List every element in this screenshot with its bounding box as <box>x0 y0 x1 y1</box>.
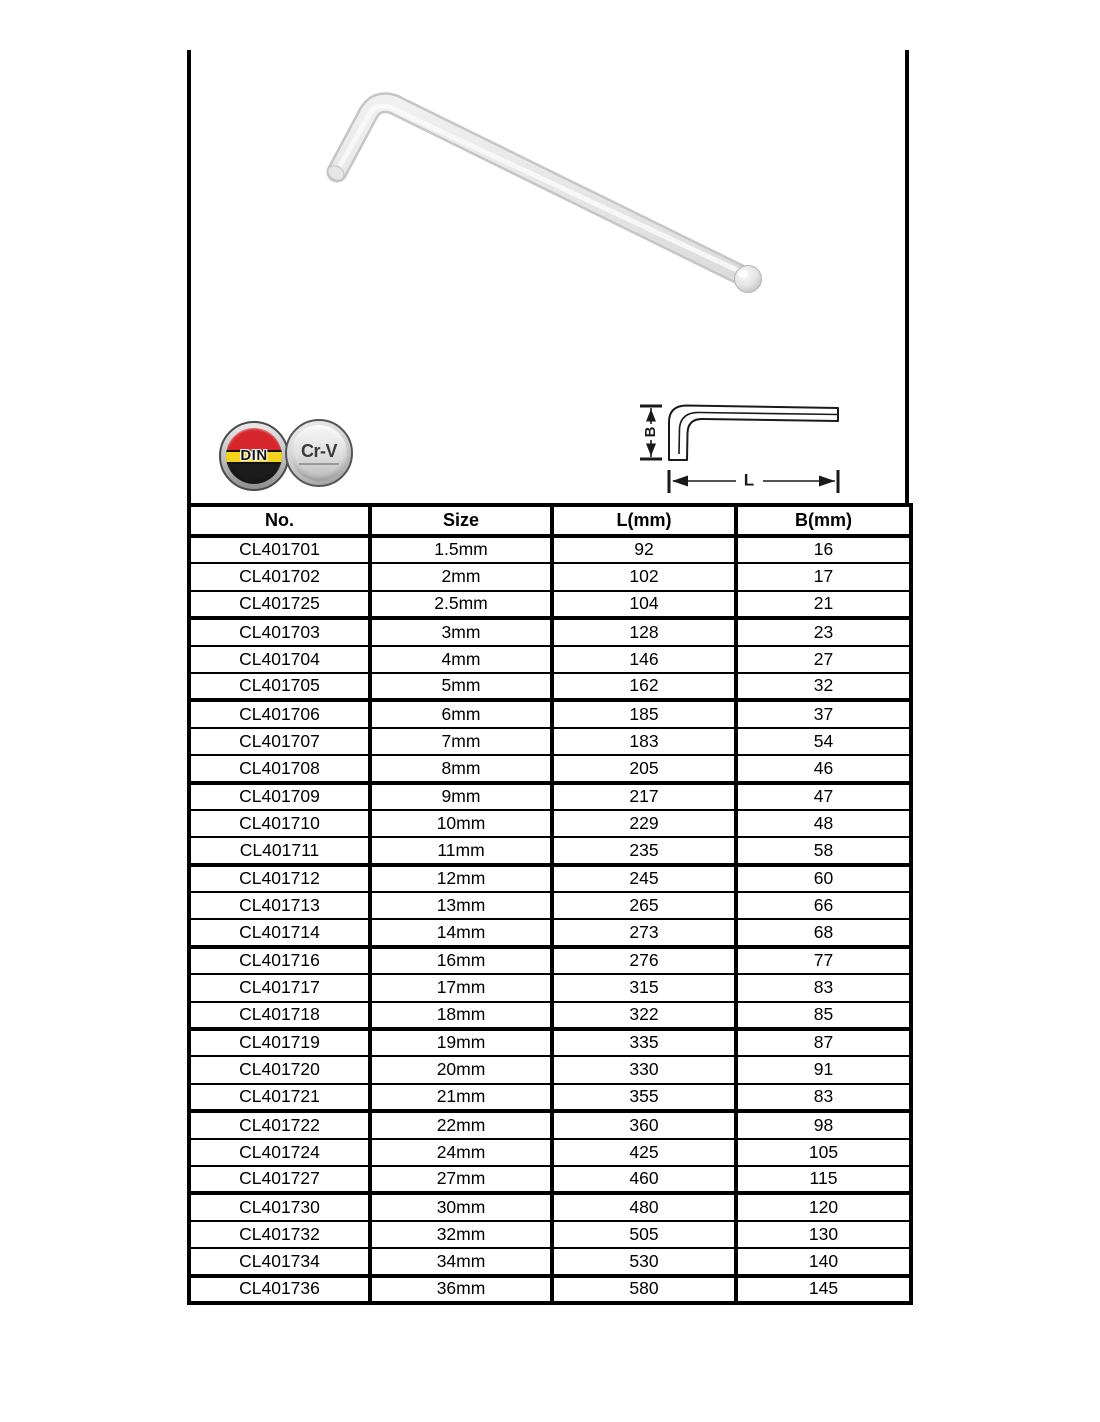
crv-badge <box>285 419 353 487</box>
table-row <box>189 892 911 919</box>
table-cell: 83 <box>736 974 911 1001</box>
table-cell: 12mm <box>370 865 552 892</box>
table-cell: 276 <box>552 947 736 974</box>
table-cell: CL401717 <box>189 974 370 1001</box>
din-badge <box>219 421 289 491</box>
table-row <box>189 536 911 563</box>
table-cell: 85 <box>736 1002 911 1029</box>
table-cell: 115 <box>736 1166 911 1193</box>
table-cell: CL401716 <box>189 947 370 974</box>
table-cell: 98 <box>736 1111 911 1138</box>
header-cell-b: B(mm) <box>736 505 911 536</box>
spec-table-body <box>189 536 911 1303</box>
table-cell: 47 <box>736 783 911 810</box>
table-cell: 505 <box>552 1221 736 1248</box>
table-cell: 16 <box>736 536 911 563</box>
spec-table-header <box>189 505 911 536</box>
table-cell: 322 <box>552 1002 736 1029</box>
table-cell: 360 <box>552 1111 736 1138</box>
table-cell: 5mm <box>370 673 552 700</box>
table-cell: CL401722 <box>189 1111 370 1138</box>
table-cell: 17mm <box>370 974 552 1001</box>
table-cell: 9mm <box>370 783 552 810</box>
table-row <box>189 755 911 782</box>
table-cell: 425 <box>552 1139 736 1166</box>
table-cell: 60 <box>736 865 911 892</box>
dimension-b-label: B <box>641 426 659 438</box>
table-cell: 217 <box>552 783 736 810</box>
table-cell: 229 <box>552 810 736 837</box>
table-cell: 315 <box>552 974 736 1001</box>
table-row <box>189 1166 911 1193</box>
table-cell: CL401714 <box>189 919 370 946</box>
table-row <box>189 646 911 673</box>
table-cell: 77 <box>736 947 911 974</box>
table-cell: 2mm <box>370 563 552 590</box>
table-cell: CL401730 <box>189 1193 370 1220</box>
table-cell: 54 <box>736 728 911 755</box>
table-row <box>189 974 911 1001</box>
table-cell: 21mm <box>370 1084 552 1111</box>
table-row <box>189 1111 911 1138</box>
table-cell: CL401711 <box>189 837 370 864</box>
table-cell: 17 <box>736 563 911 590</box>
table-cell: 48 <box>736 810 911 837</box>
table-cell: CL401702 <box>189 563 370 590</box>
table-cell: 18mm <box>370 1002 552 1029</box>
table-cell: CL401712 <box>189 865 370 892</box>
table-cell: 335 <box>552 1029 736 1056</box>
table-cell: 530 <box>552 1248 736 1275</box>
table-cell: 34mm <box>370 1248 552 1275</box>
table-cell: CL401718 <box>189 1002 370 1029</box>
table-cell: 92 <box>552 536 736 563</box>
table-cell: CL401701 <box>189 536 370 563</box>
dimension-l <box>669 470 838 493</box>
header-cell-l: L(mm) <box>552 505 736 536</box>
table-cell: CL401727 <box>189 1166 370 1193</box>
table-cell: 460 <box>552 1166 736 1193</box>
table-row <box>189 563 911 590</box>
table-row <box>189 1248 911 1275</box>
table-cell: 22mm <box>370 1111 552 1138</box>
ball-end <box>735 266 762 293</box>
table-row <box>189 1221 911 1248</box>
table-cell: CL401720 <box>189 1056 370 1083</box>
table-cell: CL401719 <box>189 1029 370 1056</box>
table-cell: CL401705 <box>189 673 370 700</box>
table-cell: CL401721 <box>189 1084 370 1111</box>
table-cell: CL401724 <box>189 1139 370 1166</box>
table-row <box>189 1193 911 1220</box>
table-cell: CL401703 <box>189 618 370 645</box>
table-cell: 36mm <box>370 1276 552 1303</box>
din-badge-label: DIN <box>240 446 268 464</box>
table-cell: 145 <box>736 1276 911 1303</box>
table-cell: 245 <box>552 865 736 892</box>
table-row <box>189 1084 911 1111</box>
table-cell: 185 <box>552 700 736 727</box>
table-cell: CL401710 <box>189 810 370 837</box>
table-cell: 27 <box>736 646 911 673</box>
table-cell: 104 <box>552 591 736 618</box>
table-cell: 330 <box>552 1056 736 1083</box>
table-cell: 2.5mm <box>370 591 552 618</box>
table-cell: 13mm <box>370 892 552 919</box>
table-cell: 4mm <box>370 646 552 673</box>
table-row <box>189 837 911 864</box>
table-row <box>189 1029 911 1056</box>
table-cell: 120 <box>736 1193 911 1220</box>
table-cell: 580 <box>552 1276 736 1303</box>
table-cell: 265 <box>552 892 736 919</box>
table-row <box>189 700 911 727</box>
table-cell: 27mm <box>370 1166 552 1193</box>
table-cell: CL401707 <box>189 728 370 755</box>
table-cell: 91 <box>736 1056 911 1083</box>
table-cell: 37 <box>736 700 911 727</box>
crv-badge-face <box>291 425 347 481</box>
table-cell: 6mm <box>370 700 552 727</box>
table-cell: 16mm <box>370 947 552 974</box>
table-cell: 480 <box>552 1193 736 1220</box>
table-cell: CL401708 <box>189 755 370 782</box>
table-row <box>189 591 911 618</box>
table-cell: 235 <box>552 837 736 864</box>
crv-badge-label: Cr-V <box>299 441 339 465</box>
table-cell: 140 <box>736 1248 911 1275</box>
table-cell: 128 <box>552 618 736 645</box>
header-cell-no: No. <box>189 505 370 536</box>
table-cell: 68 <box>736 919 911 946</box>
table-cell: 24mm <box>370 1139 552 1166</box>
table-cell: 66 <box>736 892 911 919</box>
table-cell: 32mm <box>370 1221 552 1248</box>
table-cell: 20mm <box>370 1056 552 1083</box>
table-cell: 10mm <box>370 810 552 837</box>
table-row <box>189 728 911 755</box>
table-cell: CL401725 <box>189 591 370 618</box>
table-cell: 30mm <box>370 1193 552 1220</box>
table-row <box>189 1139 911 1166</box>
table-cell: CL401736 <box>189 1276 370 1303</box>
table-cell: CL401734 <box>189 1248 370 1275</box>
table-cell: 11mm <box>370 837 552 864</box>
table-cell: 205 <box>552 755 736 782</box>
table-cell: 3mm <box>370 618 552 645</box>
table-cell: 83 <box>736 1084 911 1111</box>
table-cell: 355 <box>552 1084 736 1111</box>
table-cell: 14mm <box>370 919 552 946</box>
table-row <box>189 865 911 892</box>
table-cell: 8mm <box>370 755 552 782</box>
table-cell: 23 <box>736 618 911 645</box>
dimension-l-label: L <box>743 470 755 490</box>
dimension-diagram <box>640 406 838 494</box>
table-cell: 87 <box>736 1029 911 1056</box>
table-cell: CL401709 <box>189 783 370 810</box>
table-cell: 58 <box>736 837 911 864</box>
table-cell: CL401732 <box>189 1221 370 1248</box>
table-cell: CL401706 <box>189 700 370 727</box>
table-row <box>189 1056 911 1083</box>
table-cell: 183 <box>552 728 736 755</box>
table-row <box>189 1002 911 1029</box>
table-row <box>189 810 911 837</box>
table-cell: 21 <box>736 591 911 618</box>
dimension-b <box>640 406 662 459</box>
table-cell: 102 <box>552 563 736 590</box>
table-cell: 162 <box>552 673 736 700</box>
header-cell-size: Size <box>370 505 552 536</box>
table-cell: 46 <box>736 755 911 782</box>
table-cell: 273 <box>552 919 736 946</box>
table-cell: 130 <box>736 1221 911 1248</box>
table-row <box>189 919 911 946</box>
table-cell: 1.5mm <box>370 536 552 563</box>
table-cell: CL401704 <box>189 646 370 673</box>
table-cell: CL401713 <box>189 892 370 919</box>
table-row <box>189 673 911 700</box>
table-row <box>189 1276 911 1303</box>
header-row <box>189 505 911 536</box>
table-cell: 32 <box>736 673 911 700</box>
table-row <box>189 783 911 810</box>
din-badge-face <box>226 428 282 484</box>
table-row <box>189 618 911 645</box>
table-cell: 146 <box>552 646 736 673</box>
table-row <box>189 947 911 974</box>
table-cell: 19mm <box>370 1029 552 1056</box>
spec-table <box>187 503 913 1305</box>
table-cell: 105 <box>736 1139 911 1166</box>
table-cell: 7mm <box>370 728 552 755</box>
ball-end-hex-key-photo <box>325 103 761 293</box>
